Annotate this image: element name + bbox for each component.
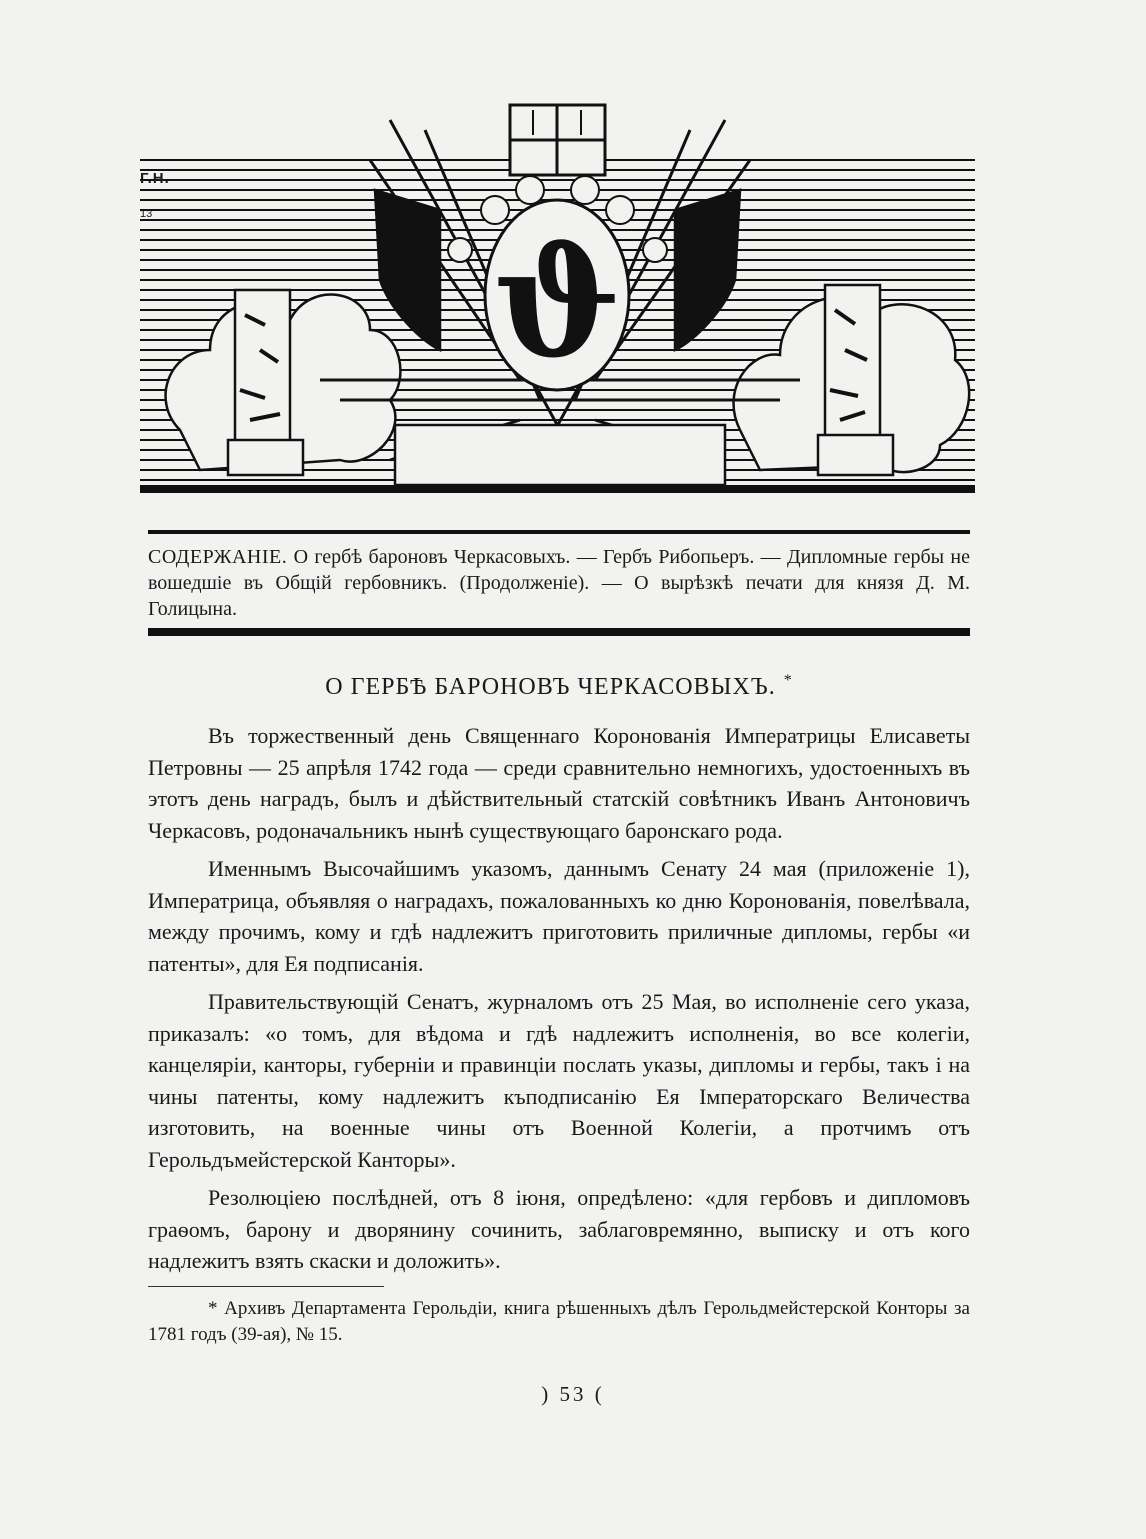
footnote-mark: *: [783, 672, 793, 689]
paragraph: Правительствующій Сенатъ, журналомъ отъ 25 Мая, во исполненіе сего указа, приказалъ: «о томъ, для вѣдома и гдѣ надлежитъ исполненія, во все колегіи, канцеляріи, канторы, губерніи и правинціи послать указы, дипломы и гербы, такъ і на чины патенты, кому надлежитъ къподписанію Ея Імператорскаго Величества изготовить, на военные чины отъ Военной Колегіи, а протчимъ отъ Герольдъмейстерской Канторы».: [148, 989, 970, 1172]
contents-top-rule: [148, 530, 970, 534]
contents-text: О гербѣ бароновъ Черкасовыхъ. — Гербъ Рибопьеръ. — Дипломные гербы не вошедшіе въ Общій гербовникъ. (Продолженіе). — О вырѣзкѣ печати для князя Д. М. Голицына.: [148, 546, 970, 620]
headpiece-base-band: [140, 485, 975, 493]
engraver-monogram: Г.Н.: [140, 170, 170, 187]
paragraph: Въ торжественный день Священнаго Коронованія Императрицы Елисаветы Петровны — 25 апрѣля 1742 года — среди сравнительно немногихъ, удостоенныхъ въ этотъ день наградъ, былъ и дѣйствительный статскій совѣтникъ Иванъ Антоновичъ Черкасовъ, родоначальникъ нынѣ существующаго баронскаго рода.: [148, 723, 970, 843]
footnote-rule: [148, 1286, 384, 1287]
heraldic-headpiece-illustration: [140, 100, 975, 500]
page-number: ) 53 (: [541, 1382, 605, 1406]
jerusalem-cross-icon: [510, 105, 605, 175]
contents-label: СОДЕРЖАНІЕ.: [148, 546, 288, 568]
contents-bottom-rule: [148, 628, 970, 636]
paragraph: Именнымъ Высочайшимъ указомъ, даннымъ Сенату 24 мая (приложеніе 1), Императрица, объявляя о наградахъ, пожалованныхъ ко дню Коронованія, повелѣвала, между прочимъ, кому и гдѣ надлежитъ приготовить приличные дипломы, гербы «и патенты», для Ея подписанія.: [148, 856, 970, 976]
article-title-text: О ГЕРБѢ БАРОНОВЪ ЧЕРКАСОВЫХЪ.: [325, 674, 776, 700]
central-plinth: [395, 425, 725, 485]
emblem-symbol: ϑ: [493, 215, 621, 391]
paragraph: Резолюціею послѣдней, отъ 8 іюня, опредѣлено: «для гербовъ и дипломовъ граѳомъ, барону и дворянину сочинить, заблаговремянно, выписку и отъ кого надлежитъ взять скаски и доложить».: [148, 1185, 970, 1273]
contents-summary: [148, 544, 970, 622]
engraver-monogram-number: 13: [140, 208, 153, 220]
article-body: [148, 720, 970, 1284]
footnote: * Архивъ Департамента Герольдіи, книга рѣшенныхъ дѣлъ Герольдмейстерской Конторы за 1781 годъ (39-ая), № 15.: [148, 1298, 970, 1345]
article-title: [148, 672, 970, 701]
